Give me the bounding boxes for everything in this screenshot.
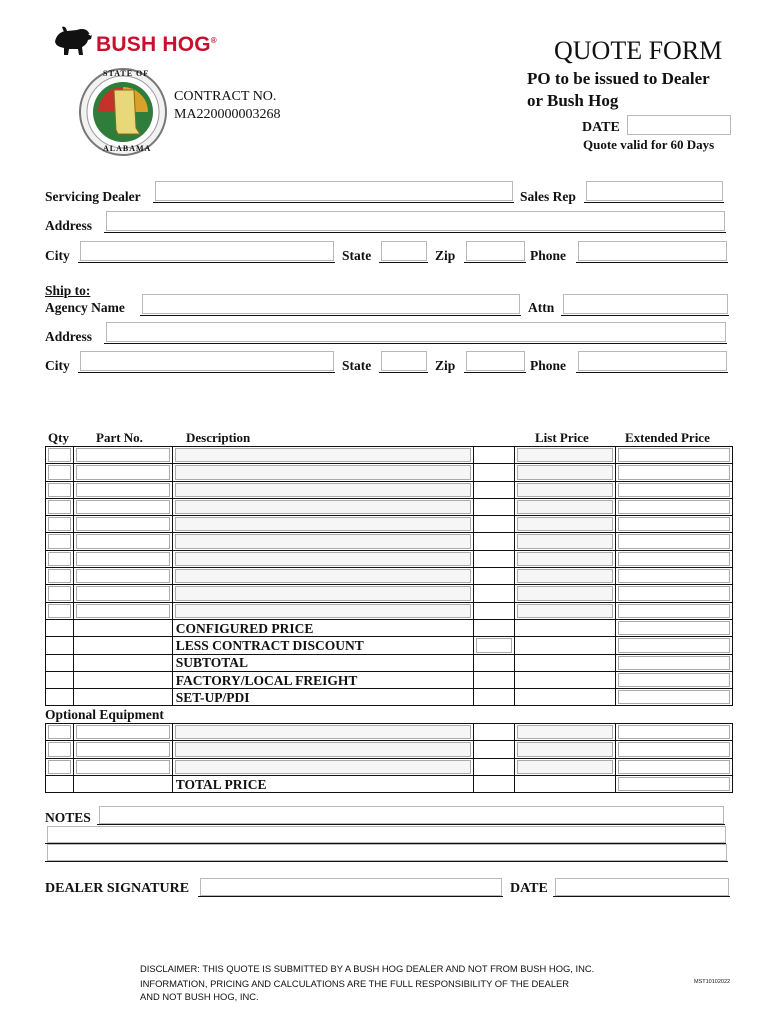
extended-price-cell[interactable] <box>616 464 733 481</box>
extended-price-cell[interactable] <box>616 498 733 515</box>
state-seal <box>78 66 168 158</box>
item-row <box>46 498 733 515</box>
list-price-cell <box>515 671 616 688</box>
unit-cell <box>474 585 515 602</box>
qty-cell[interactable] <box>46 464 74 481</box>
ship-zip-label: Zip <box>435 358 456 373</box>
col-header-extended-price: Extended Price <box>625 430 710 445</box>
extended-price-cell[interactable] <box>616 654 733 671</box>
list-price-cell[interactable] <box>515 602 616 619</box>
col-header-list-price: List Price <box>535 430 589 445</box>
list-price-cell <box>515 689 616 706</box>
qty-cell[interactable] <box>46 550 74 567</box>
extended-price-cell[interactable] <box>616 637 733 654</box>
contract-label: CONTRACT NO. <box>174 89 277 104</box>
extended-price-cell[interactable] <box>616 447 733 464</box>
ship-zip-field[interactable] <box>466 351 525 371</box>
unit-cell <box>474 775 515 792</box>
quote-date-field[interactable] <box>627 115 731 135</box>
dealer-zip-label: Zip <box>435 248 456 263</box>
summary-label: SET-UP/PDI <box>172 689 474 706</box>
page-title: QUOTE FORM <box>554 36 723 65</box>
part-no-cell[interactable] <box>73 498 172 515</box>
total-row <box>46 775 733 792</box>
item-row <box>46 550 733 567</box>
qty-cell[interactable] <box>46 481 74 498</box>
col-header-description: Description <box>186 430 251 445</box>
extended-price-cell[interactable] <box>616 585 733 602</box>
list-price-cell[interactable] <box>515 724 616 741</box>
part-no-cell[interactable] <box>73 568 172 585</box>
ship-city-field[interactable] <box>80 351 334 371</box>
disclaimer-line3: AND NOT BUSH HOG, INC. <box>140 991 259 1002</box>
item-row <box>46 602 733 619</box>
optional-item-row <box>46 741 733 758</box>
part-no-cell[interactable] <box>73 481 172 498</box>
dealer-address-label: Address <box>45 218 93 233</box>
part-no-cell[interactable] <box>73 758 172 775</box>
item-row <box>46 533 733 550</box>
attn-field[interactable] <box>563 294 728 314</box>
dealer-signature-field[interactable] <box>200 878 502 896</box>
optional-table <box>45 723 733 793</box>
unit-cell <box>474 447 515 464</box>
qty-cell[interactable] <box>46 741 74 758</box>
extended-price-cell[interactable] <box>616 671 733 688</box>
list-price-cell[interactable] <box>515 481 616 498</box>
part-no-cell[interactable] <box>73 516 172 533</box>
summary-row <box>46 637 733 654</box>
extended-price-cell[interactable] <box>616 516 733 533</box>
ship-city-label: City <box>45 358 70 373</box>
unit-cell <box>474 568 515 585</box>
summary-label: SUBTOTAL <box>172 654 474 671</box>
col-header-qty: Qty <box>48 430 69 445</box>
extended-price-cell[interactable] <box>616 568 733 585</box>
notes-label: NOTES <box>45 810 91 825</box>
summary-label: FACTORY/LOCAL FREIGHT <box>172 671 474 688</box>
description-cell[interactable] <box>172 481 474 498</box>
contract-number: MA220000003268 <box>174 107 281 122</box>
description-cell[interactable] <box>172 602 474 619</box>
sales-rep-field[interactable] <box>586 181 723 201</box>
brand-name: BUSH HOG® <box>96 33 217 56</box>
extended-price-cell[interactable] <box>616 619 733 636</box>
part-no-cell[interactable] <box>73 602 172 619</box>
seal-top-text: STATE OF <box>103 69 150 78</box>
quote-valid-text: Quote valid for 60 Days <box>583 137 715 152</box>
qty-cell <box>46 637 74 654</box>
list-price-cell[interactable] <box>515 550 616 567</box>
notes-field-line3[interactable] <box>47 844 727 861</box>
description-cell[interactable] <box>172 758 474 775</box>
list-price-cell[interactable] <box>515 741 616 758</box>
description-cell[interactable] <box>172 585 474 602</box>
brand-logo <box>52 22 227 62</box>
dealer-state-field[interactable] <box>381 241 427 261</box>
dealer-zip-field[interactable] <box>466 241 525 261</box>
list-price-cell[interactable] <box>515 533 616 550</box>
part-no-cell[interactable] <box>73 724 172 741</box>
description-cell[interactable] <box>172 568 474 585</box>
summary-row <box>46 619 733 636</box>
ship-address-field[interactable] <box>106 322 726 342</box>
extended-price-cell[interactable] <box>616 758 733 775</box>
description-cell[interactable] <box>172 464 474 481</box>
ship-address-label: Address <box>45 329 93 344</box>
list-price-cell[interactable] <box>515 464 616 481</box>
description-cell[interactable] <box>172 741 474 758</box>
unit-cell <box>474 671 515 688</box>
extended-price-cell[interactable] <box>616 724 733 741</box>
col-header-part-no: Part No. <box>96 430 143 445</box>
disclaimer-line1: DISCLAIMER: THIS QUOTE IS SUBMITTED BY A BUSH HOG DEALER AND NOT FROM BUSH HOG, INC. <box>140 963 595 974</box>
qty-cell[interactable] <box>46 516 74 533</box>
unit-cell <box>474 498 515 515</box>
servicing-dealer-label: Servicing Dealer <box>45 189 141 204</box>
part-no-cell[interactable] <box>73 447 172 464</box>
optional-equipment-heading: Optional Equipment <box>45 707 164 722</box>
part-no-cell <box>73 671 172 688</box>
list-price-cell[interactable] <box>515 447 616 464</box>
item-row <box>46 568 733 585</box>
extended-price-cell[interactable] <box>616 689 733 706</box>
part-no-cell[interactable] <box>73 550 172 567</box>
description-cell[interactable] <box>172 724 474 741</box>
qty-cell[interactable] <box>46 533 74 550</box>
list-price-cell <box>515 654 616 671</box>
part-no-cell <box>73 654 172 671</box>
items-table <box>45 446 733 706</box>
item-row <box>46 585 733 602</box>
signature-date-label: DATE <box>510 881 548 896</box>
seal-bottom-text: ALABAMA <box>103 144 152 153</box>
notes-field-line2[interactable] <box>47 826 726 843</box>
part-no-cell <box>73 689 172 706</box>
list-price-cell <box>515 637 616 654</box>
unit-cell <box>474 464 515 481</box>
description-cell[interactable] <box>172 533 474 550</box>
hog-icon <box>52 22 94 58</box>
qty-cell[interactable] <box>46 568 74 585</box>
item-row <box>46 516 733 533</box>
form-code: MST10102022 <box>694 979 731 985</box>
ship-phone-field[interactable] <box>578 351 727 371</box>
item-row <box>46 481 733 498</box>
description-cell[interactable] <box>172 498 474 515</box>
list-price-cell[interactable] <box>515 568 616 585</box>
part-no-cell[interactable] <box>73 585 172 602</box>
qty-cell[interactable] <box>46 724 74 741</box>
description-cell[interactable] <box>172 516 474 533</box>
unit-cell <box>474 516 515 533</box>
qty-cell <box>46 654 74 671</box>
summary-label: TOTAL PRICE <box>172 775 474 792</box>
date-label: DATE <box>582 120 620 135</box>
optional-item-row <box>46 724 733 741</box>
extended-price-cell[interactable] <box>616 741 733 758</box>
list-price-cell[interactable] <box>515 585 616 602</box>
part-no-cell[interactable] <box>73 741 172 758</box>
dealer-state-label: State <box>342 248 372 263</box>
unit-cell[interactable] <box>474 637 515 654</box>
part-no-cell <box>73 775 172 792</box>
unit-cell <box>474 654 515 671</box>
agency-name-label: Agency Name <box>45 300 125 315</box>
qty-cell[interactable] <box>46 758 74 775</box>
list-price-cell[interactable] <box>515 758 616 775</box>
description-cell[interactable] <box>172 550 474 567</box>
qty-cell <box>46 775 74 792</box>
servicing-dealer-field[interactable] <box>155 181 513 201</box>
qty-cell[interactable] <box>46 602 74 619</box>
ship-phone-label: Phone <box>530 358 567 373</box>
item-row <box>46 447 733 464</box>
dealer-phone-field[interactable] <box>578 241 727 261</box>
extended-price-cell[interactable] <box>616 481 733 498</box>
subtitle-line1: PO to be issued to Dealer <box>527 69 710 88</box>
disclaimer-line2: INFORMATION, PRICING AND CALCULATIONS ARE THE FULL RESPONSIBILITY OF THE DEALER <box>140 978 570 989</box>
extended-price-cell[interactable] <box>616 533 733 550</box>
qty-cell <box>46 671 74 688</box>
attn-label: Attn <box>528 300 555 315</box>
unit-cell <box>474 741 515 758</box>
qty-cell[interactable] <box>46 585 74 602</box>
qty-cell <box>46 689 74 706</box>
ship-to-heading: Ship to: <box>45 283 91 298</box>
qty-cell <box>46 619 74 636</box>
list-price-cell[interactable] <box>515 516 616 533</box>
unit-cell <box>474 689 515 706</box>
summary-label: LESS CONTRACT DISCOUNT <box>172 637 474 654</box>
dealer-city-label: City <box>45 248 70 263</box>
list-price-cell <box>515 775 616 792</box>
unit-cell <box>474 619 515 636</box>
qty-cell[interactable] <box>46 498 74 515</box>
subtitle-line2: or Bush Hog <box>527 91 619 110</box>
summary-row <box>46 671 733 688</box>
extended-price-cell[interactable] <box>616 602 733 619</box>
dealer-phone-label: Phone <box>530 248 567 263</box>
unit-cell <box>474 533 515 550</box>
list-price-cell <box>515 619 616 636</box>
summary-row <box>46 654 733 671</box>
list-price-cell[interactable] <box>515 498 616 515</box>
summary-row <box>46 689 733 706</box>
unit-cell <box>474 550 515 567</box>
extended-price-cell[interactable] <box>616 550 733 567</box>
dealer-signature-label: DEALER SIGNATURE <box>45 881 190 896</box>
part-no-cell[interactable] <box>73 533 172 550</box>
unit-cell <box>474 758 515 775</box>
extended-price-cell[interactable] <box>616 775 733 792</box>
part-no-cell <box>73 637 172 654</box>
ship-state-field[interactable] <box>381 351 427 371</box>
unit-cell <box>474 724 515 741</box>
agency-name-field[interactable] <box>142 294 520 314</box>
part-no-cell[interactable] <box>73 464 172 481</box>
description-cell[interactable] <box>172 447 474 464</box>
optional-item-row <box>46 758 733 775</box>
item-row <box>46 464 733 481</box>
summary-label: CONFIGURED PRICE <box>172 619 474 636</box>
dealer-address-field[interactable] <box>106 211 725 231</box>
signature-date-field[interactable] <box>555 878 729 896</box>
sales-rep-label: Sales Rep <box>520 189 576 204</box>
notes-field-line1[interactable] <box>99 806 724 824</box>
unit-cell <box>474 602 515 619</box>
qty-cell[interactable] <box>46 447 74 464</box>
dealer-city-field[interactable] <box>80 241 334 261</box>
part-no-cell <box>73 619 172 636</box>
ship-state-label: State <box>342 358 372 373</box>
unit-cell <box>474 481 515 498</box>
